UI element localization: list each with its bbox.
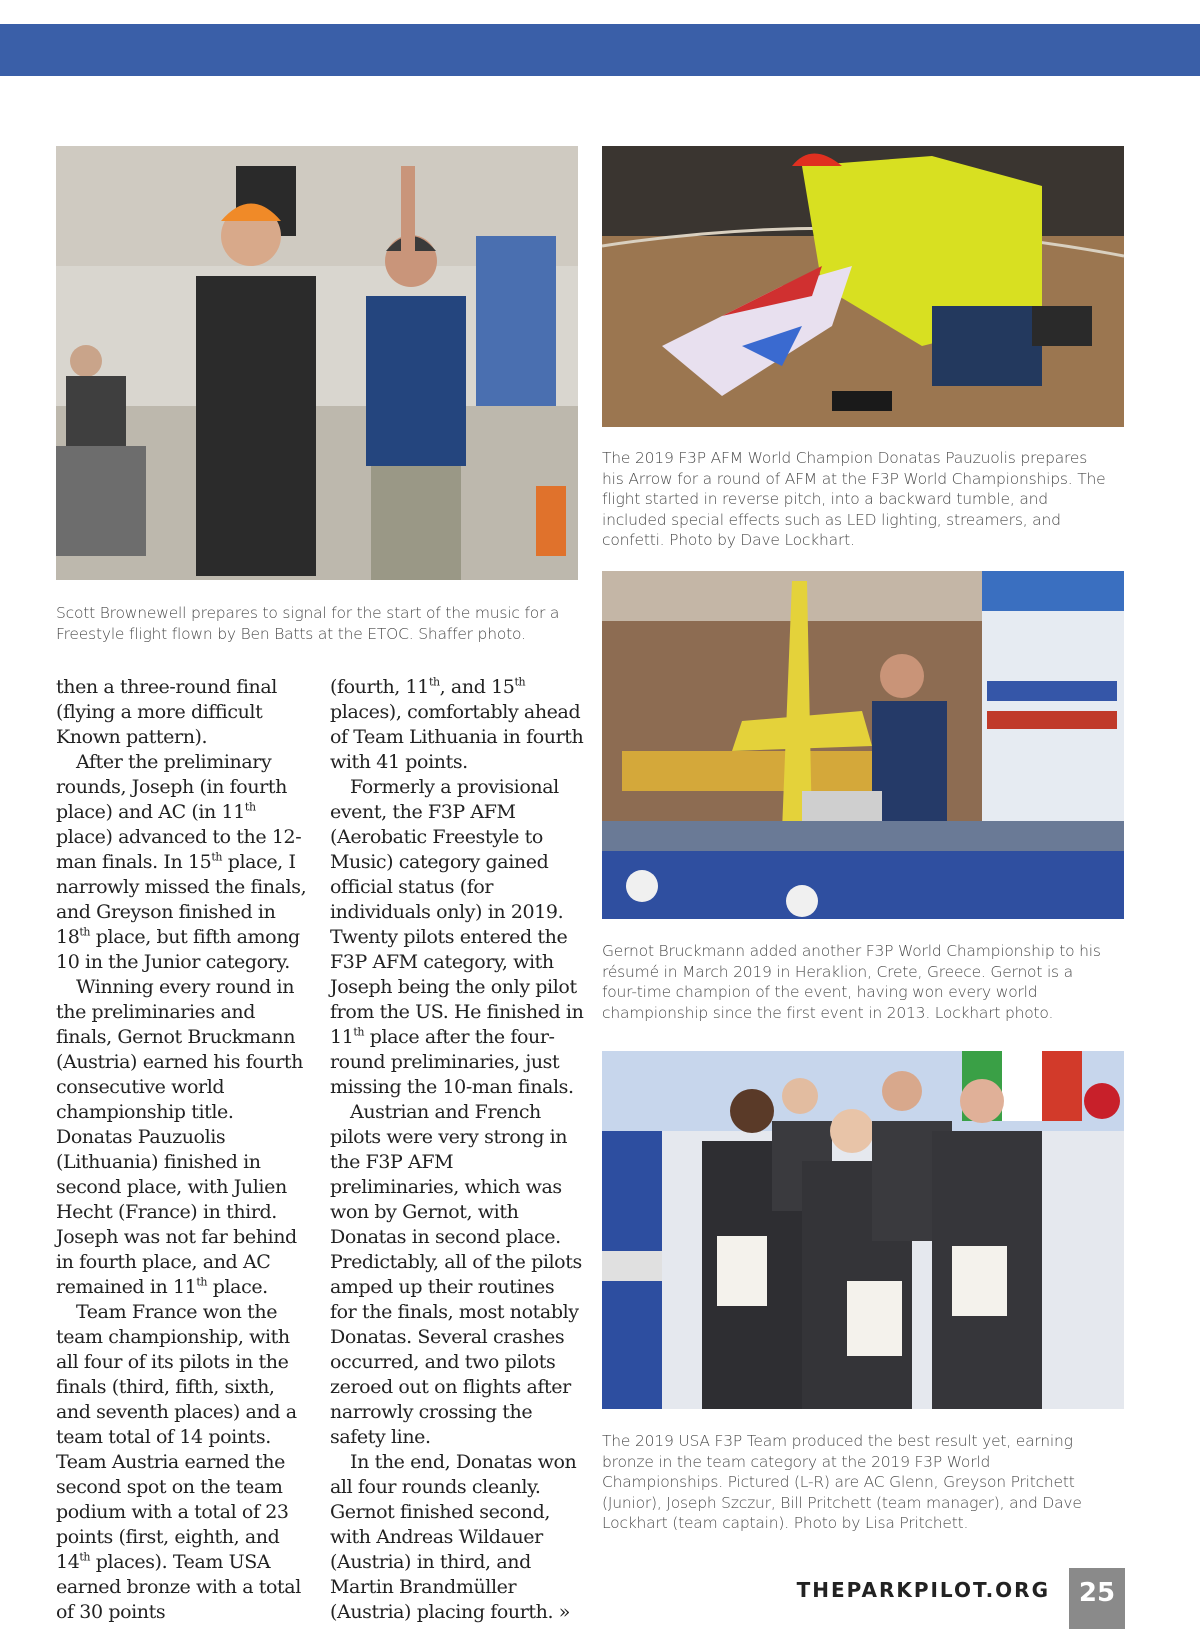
- page-number: 25: [1069, 1568, 1125, 1629]
- photo-pilot-podium-aircraft-icon: [602, 571, 1124, 919]
- photo-caption: Scott Brownewell prepares to signal for the start of the music for a Freestyle flight flown by Ben Batts at the ETOC. Shaffer photo.: [56, 604, 560, 643]
- header-band: [0, 24, 1200, 76]
- article-column-1: [56, 675, 310, 1625]
- photo-caption: Gernot Bruckmann added another F3P World Championship to his résumé in March 2019 in Heraklion, Crete, Greece. Gernot is a four-time champion of the event, having won every world championship since the first event in 2013. Lockhart photo.: [602, 942, 1101, 1022]
- article-column-2: [330, 675, 584, 1625]
- footer-site-name: THEPARKPILOT.ORG: [796, 1578, 1050, 1602]
- paragraph: Austrian and French pilots were very strong in the F3P AFM preliminaries, which was won by Gernot, with Donatas in second place. Predictably, all of the pilots amped up their routines for the finals, most notably Donatas. Several crashes occurred, and two pilots zeroed out on flights after narrowly crossing the safety line.: [330, 1101, 582, 1448]
- paragraph: Winning every round in the preliminaries and finals, Gernot Bruckmann (Austria) earned his fourth consecutive world championship title. Donatas Pauzuolis (Lithuania) finished in second place, with Julien Hecht (France) in third. Joseph was not far behind in fourth place, and AC remained in 11th place.: [56, 976, 303, 1298]
- paragraph: (fourth, 11th, and 15th places), comfortably ahead of Team Lithuania in fourth with 41 points.: [330, 675, 584, 773]
- paragraph: then a three-round final (flying a more difficult Known pattern).: [56, 676, 277, 748]
- paragraph: Team France won the team championship, with all four of its pilots in the finals (third, fifth, sixth, and seventh places) and a team total of 14 points. Team Austria earned the second spot on the team podium with a total of 23 points (first, eighth, and 14th places). Team USA earned bronze with a total of 30 points: [56, 1301, 301, 1623]
- photo-caption: The 2019 USA F3P Team produced the best result yet, earning bronze in the team category at the 2019 F3P World Championships. Pictured (L-R) are AC Glenn, Greyson Pritchett (Junior), Joseph Szczur, Bill Pritchett (team manager), and Dave Lockhart (team captain). Photo by Lisa Pritchett.: [602, 1432, 1082, 1532]
- photo-pilots-signal-icon: [56, 146, 578, 580]
- paragraph: In the end, Donatas won all four rounds cleanly. Gernot finished second, with Andreas Wildauer (Austria) in third, and Martin Brandmüller (Austria) placing fourth. »: [330, 1451, 577, 1623]
- paragraph: Formerly a provisional event, the F3P AFM (Aerobatic Freestyle to Music) category gained official status (for individuals only) in 2019. Twenty pilots entered the F3P AFM category, with Joseph being the only pilot from the US. He finished in 11th place after the four-round preliminaries, just missing the 10-man finals.: [330, 776, 584, 1098]
- paragraph: After the preliminary rounds, Joseph (in fourth place) and AC (in 11th place) advanced to the 12-man finals. In 15th place, I narrowly missed the finals, and Greyson finished in 18th place, but fifth among 10 in the Junior category.: [56, 751, 307, 973]
- photo-team-medals-icon: [602, 1051, 1124, 1409]
- photo-caption: The 2019 F3P AFM World Champion Donatas Pauzuolis prepares his Arrow for a round of AFM at the F3P World Championships. The flight started in reverse pitch, into a backward tumble, and included special effects such as LED lighting, streamers, and confetti. Photo by Dave Lockhart.: [602, 449, 1106, 549]
- photo-pilot-kneeling-aircraft-icon: [602, 146, 1124, 427]
